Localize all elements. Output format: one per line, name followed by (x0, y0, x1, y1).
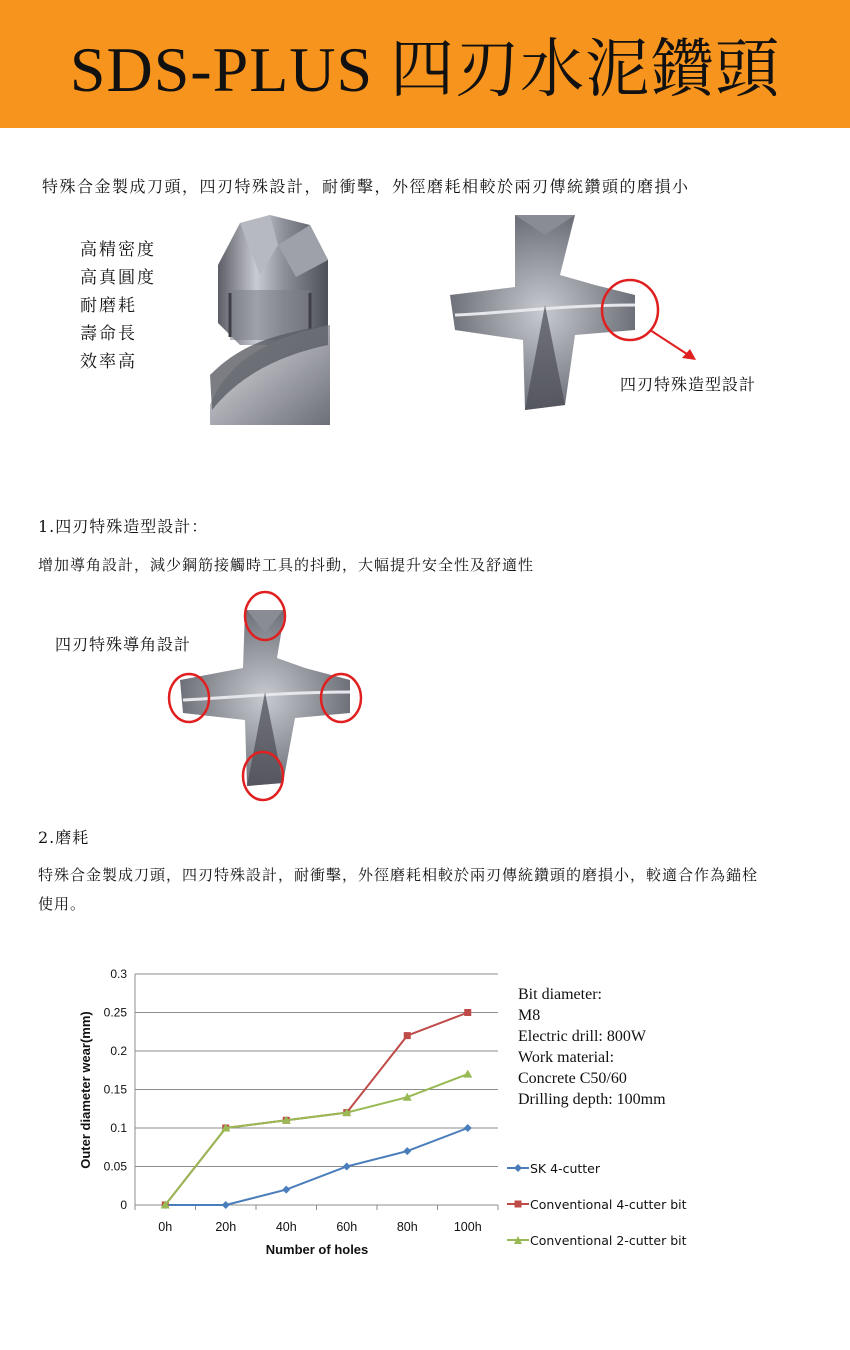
data-point (463, 1070, 472, 1078)
page-title: SDS-PLUS 四刃水泥鑽頭 (69, 34, 781, 105)
legend-item (506, 1222, 687, 1258)
callout-circle-arrow (598, 278, 708, 368)
y-tick-label: 0.1 (110, 1121, 127, 1135)
x-axis-label: Number of holes (265, 1242, 369, 1257)
data-point (403, 1147, 411, 1155)
x-tick-label: 100h (453, 1220, 482, 1234)
chart-axes (104, 967, 498, 1234)
chart-gridlines (135, 974, 498, 1205)
series-line (165, 1074, 468, 1205)
legend-marker-square (506, 1198, 530, 1210)
four-cutter-chamfer-diagram (165, 588, 365, 803)
section2-text-line2: 使用。 (38, 895, 87, 913)
section1-heading: 1.四刃特殊造型設計： (38, 517, 209, 536)
y-tick-label: 0.15 (103, 1082, 127, 1097)
legend-label: SK 4-cutter (530, 1160, 600, 1176)
feature-list (80, 236, 156, 376)
y-tick-label: 0.3 (110, 967, 127, 981)
x-tick-label: 80h (396, 1220, 418, 1234)
x-tick-label: 40h (275, 1220, 297, 1234)
diagram-label: 四刃特殊導角設計 (55, 635, 192, 654)
test-conditions (518, 984, 666, 1110)
data-point (282, 1186, 290, 1194)
test-condition-line: Electric drill: 800W (518, 1028, 646, 1045)
y-tick-label: 0 (120, 1198, 127, 1212)
feature-item: 高真圓度 (80, 268, 156, 288)
x-tick-label: 0h (158, 1220, 173, 1234)
test-condition-line: Drilling depth: 100mm (518, 1091, 666, 1108)
legend-label: Conventional 2-cutter bit (530, 1232, 687, 1248)
section2-text-line1: 特殊合金製成刀頭，四刃特殊設計，耐衝擊，外徑磨耗相較於兩刃傳統鑽頭的磨損小，較適合作為錨栓 (38, 866, 759, 884)
data-point (464, 1009, 471, 1016)
y-axis-label: Outer diameter wear(mm) (78, 1011, 93, 1169)
feature-item: 高精密度 (80, 240, 156, 260)
y-tick-label: 0.05 (103, 1159, 127, 1174)
legend-marker-triangle (506, 1234, 530, 1246)
test-condition-line: Concrete C50/60 (518, 1070, 627, 1087)
feature-item: 耐磨耗 (80, 296, 137, 316)
wear-line-chart (0, 950, 850, 1270)
legend-label: Conventional 4-cutter bit (530, 1196, 687, 1212)
data-point (404, 1032, 411, 1039)
y-tick-label: 0.2 (110, 1044, 127, 1058)
chart-series (161, 1009, 473, 1209)
feature-item: 效率高 (80, 352, 137, 372)
drill-bit-side-illustration (200, 205, 340, 425)
feature-item: 壽命長 (80, 324, 137, 344)
x-tick-label: 60h (336, 1220, 358, 1234)
header-banner (0, 0, 850, 128)
legend-item (506, 1150, 687, 1186)
test-condition-line: M8 (518, 1007, 541, 1024)
callout-label: 四刃特殊造型設計 (620, 375, 757, 394)
test-condition-line: Bit diameter: (518, 986, 602, 1003)
intro-text: 特殊合金製成刀頭，四刃特殊設計，耐衝擊，外徑磨耗相較於兩刃傳統鑽頭的磨損小 (42, 177, 690, 196)
y-tick-label: 0.25 (103, 1005, 127, 1020)
legend-marker-diamond (506, 1162, 530, 1174)
data-point (343, 1163, 351, 1171)
x-tick-label: 20h (215, 1220, 237, 1234)
series-line (165, 1013, 468, 1206)
test-condition-line: Work material: (518, 1049, 615, 1066)
chart-legend (506, 1150, 687, 1258)
data-point (222, 1201, 230, 1209)
section2-heading: 2.磨耗 (38, 828, 90, 847)
section1-text: 增加導角設計，減少鋼筋接觸時工具的抖動，大幅提升安全性及舒適性 (38, 556, 535, 574)
data-point (464, 1124, 472, 1132)
legend-item (506, 1186, 687, 1222)
